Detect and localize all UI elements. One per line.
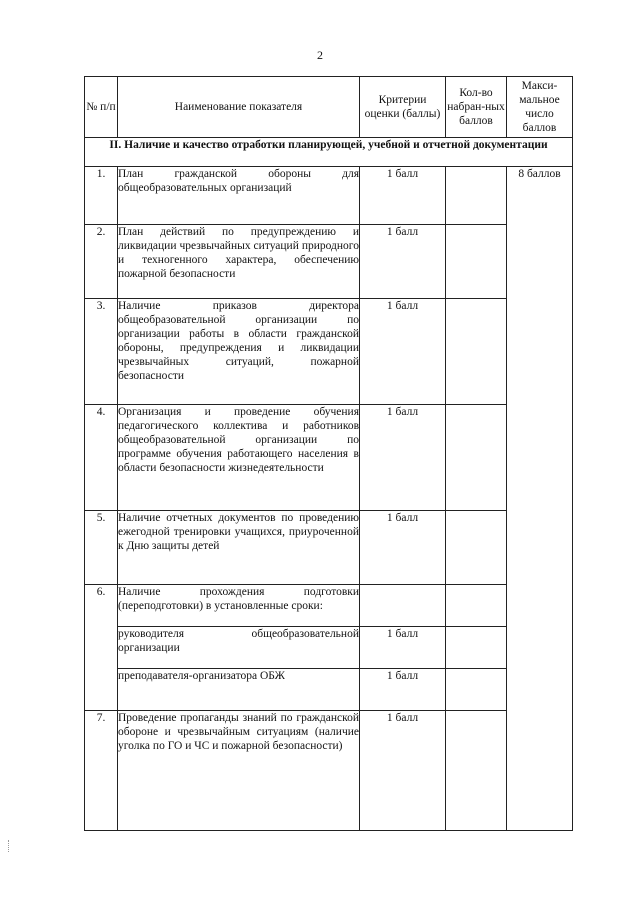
header-name: Наименование показателя: [118, 77, 360, 138]
row-criteria: 1 балл: [360, 711, 446, 831]
row-scored: [446, 299, 507, 405]
row-criteria: 1 балл: [360, 167, 446, 225]
row-num: 4.: [85, 405, 118, 511]
table-row: [85, 627, 573, 669]
row-name: Наличие прохождения подготовки (переподготовки) в установленные сроки:: [118, 585, 360, 627]
row-num: 7.: [85, 711, 118, 831]
row-scored: [446, 627, 507, 669]
row-criteria: 1 балл: [360, 511, 446, 585]
header-scored: Кол-во набран-ных баллов: [446, 77, 507, 138]
row-name: План действий по предупреждению и ликвидации чрезвычайных ситуаций природного и техногенного характера, обеспечению пожарной безопасности: [118, 225, 360, 299]
row-scored: [446, 711, 507, 831]
section-row: [85, 138, 573, 167]
row-criteria: 1 балл: [360, 627, 446, 669]
row-scored: [446, 585, 507, 627]
table-row: [85, 585, 573, 627]
row-scored: [446, 511, 507, 585]
section-title: II. Наличие и качество отработки планирующей, учебной и отчетной документации: [85, 138, 573, 167]
page-number: 2: [317, 48, 323, 62]
table-row: [85, 225, 573, 299]
row-criteria: 1 балл: [360, 405, 446, 511]
row-num: 1.: [85, 167, 118, 225]
header-criteria: Критерии оценки (баллы): [360, 77, 446, 138]
row-scored: [446, 225, 507, 299]
row-name: Наличие приказов директора общеобразовательной организации по организации работы в области гражданской обороны, предупреждения и ликвидации чрезвычайных ситуаций, пожарной безопасности: [118, 299, 360, 405]
row-num: 6.: [85, 585, 118, 711]
row-scored: [446, 167, 507, 225]
row-name: Проведение пропаганды знаний по гражданской обороне и чрезвычайным ситуациям (наличие уголка по ГО и ЧС и пожарной безопасности): [118, 711, 360, 831]
table-row: [85, 405, 573, 511]
table-row: [85, 299, 573, 405]
row-criteria: 1 балл: [360, 669, 446, 711]
row-name: преподавателя-организатора ОБЖ: [118, 669, 360, 711]
row-criteria: [360, 585, 446, 627]
row-num: 3.: [85, 299, 118, 405]
table-header-row: [85, 77, 573, 138]
row-num: 2.: [85, 225, 118, 299]
table-row: [85, 167, 573, 225]
row-num: 5.: [85, 511, 118, 585]
row-name: руководителя общеобразовательной организации: [118, 627, 360, 669]
table-row: [85, 711, 573, 831]
table-row: [85, 669, 573, 711]
header-num: № п/п: [85, 77, 118, 138]
scan-mark: [8, 840, 10, 852]
header-max: Макси-мальное число баллов: [507, 77, 573, 138]
row-name: План гражданской обороны для общеобразовательных организаций: [118, 167, 360, 225]
row-scored: [446, 405, 507, 511]
row-scored: [446, 669, 507, 711]
row-criteria: 1 балл: [360, 299, 446, 405]
criteria-table: [84, 76, 573, 831]
max-points: 8 баллов: [507, 167, 573, 831]
table-row: [85, 511, 573, 585]
row-name: Организация и проведение обучения педагогического коллектива и работников общеобразовательной организации по программе обучения работающего населения в области безопасности жизнедеятельности: [118, 405, 360, 511]
row-criteria: 1 балл: [360, 225, 446, 299]
row-name: Наличие отчетных документов по проведению ежегодной тренировки учащихся, приуроченной к Дню защиты детей: [118, 511, 360, 585]
